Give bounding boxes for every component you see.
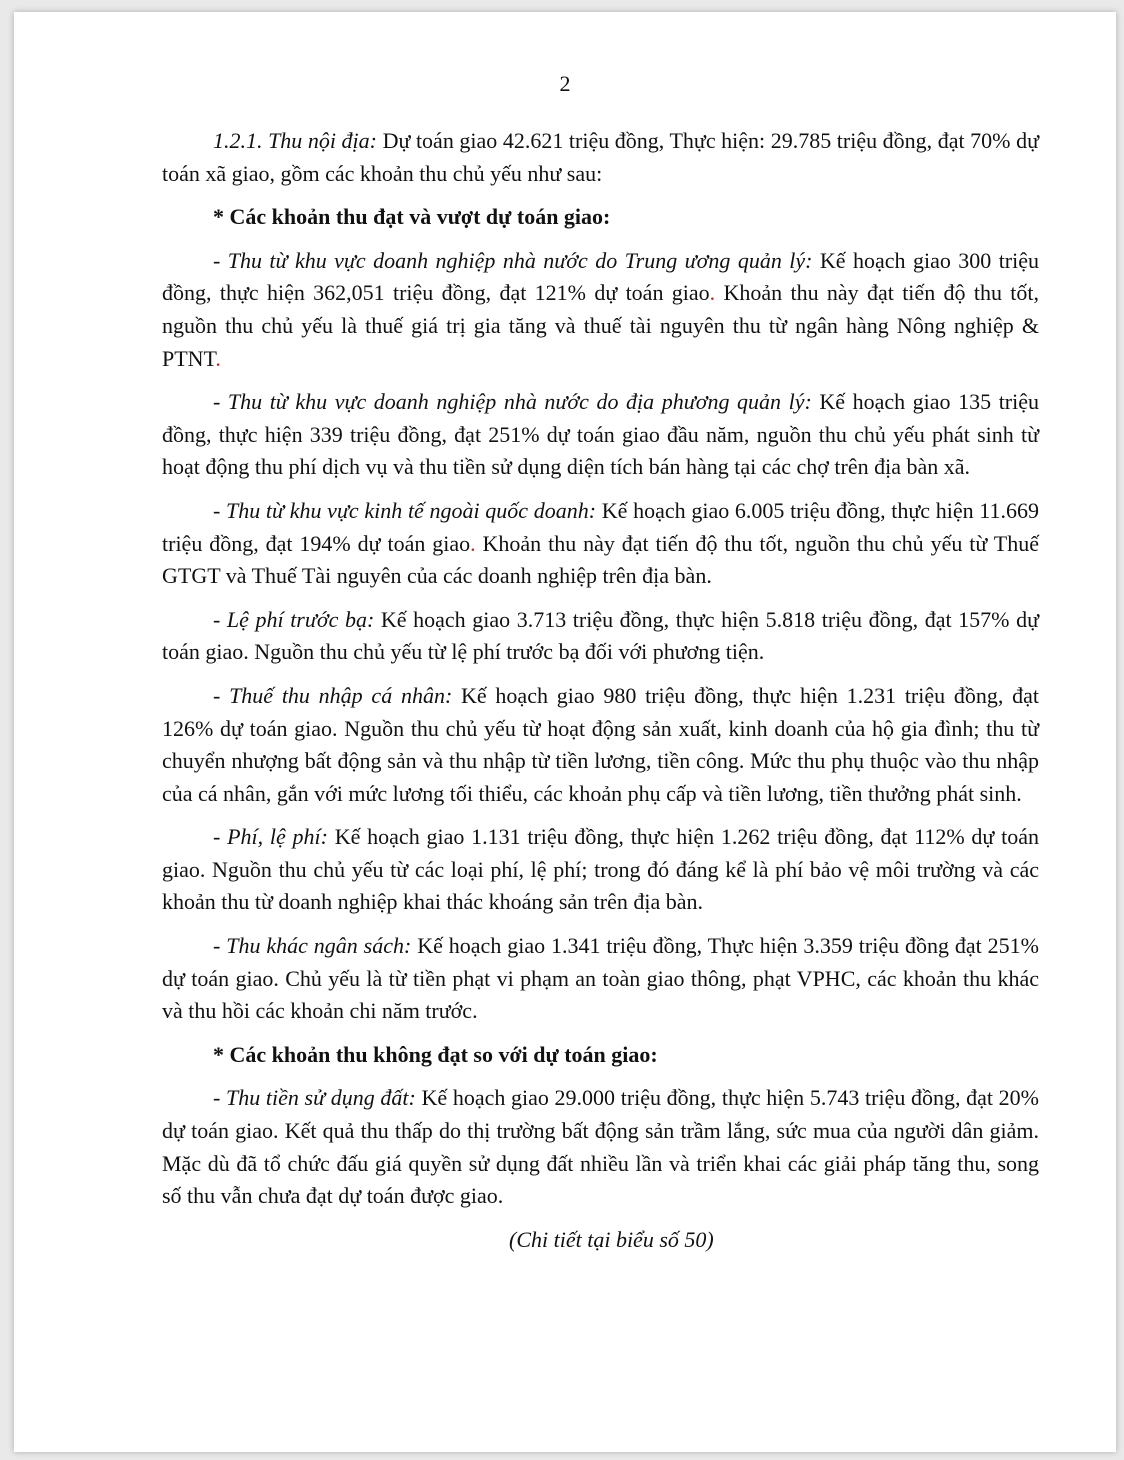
red-dot: . xyxy=(215,345,221,371)
item-text: Kế hoạch giao 1.341 triệu đồng, Thực hiện 3.359 triệu đồng đạt 251% dự toán giao. Chủ yếu là từ tiền phạt vi phạm an toàn giao thông, phạt VPHC, các khoản thu khác và thu hồi các khoản chi năm trước. xyxy=(162,933,1040,1024)
item-local-soe xyxy=(162,386,1039,484)
intro-label: 1.2.1. Thu nội địa: xyxy=(213,128,377,153)
item-non-state xyxy=(162,495,1039,593)
item-label: - Thu từ khu vực doanh nghiệp nhà nước do địa phương quản lý: xyxy=(213,389,812,415)
item-label: - Thu từ khu vực doanh nghiệp nhà nước do Trung ương quản lý: xyxy=(213,247,813,273)
item-personal-income-tax xyxy=(162,680,1039,810)
item-text: Kế hoạch giao 3.713 triệu đồng, thực hiện 5.818 triệu đồng, đạt 157% dự toán giao. Nguồn thu chủ yếu từ lệ phí trước bạ đối với phương tiện. xyxy=(162,606,1039,665)
red-dot: . xyxy=(470,530,476,556)
item-text: Kế hoạch giao 1.131 triệu đồng, thực hiện 1.262 triệu đồng, đạt 112% dự toán giao. Nguồn thu chủ yếu từ các loại phí, lệ phí; trong đó đáng kể là phí bảo vệ môi trường và các khoản thu từ doanh nghiệp khai thác khoáng sản trên địa bàn. xyxy=(162,824,1039,915)
item-label: - Thuế thu nhập cá nhân: xyxy=(213,682,453,708)
item-text: Kế hoạch giao 6.005 triệu đồng, thực hiện 11.669 triệu đồng, đạt 194% dự toán giao xyxy=(162,497,1039,556)
item-fees xyxy=(162,821,1039,919)
page-number: 2 xyxy=(559,71,571,96)
document-body xyxy=(162,125,1039,1256)
detail-note: (Chi tiết tại biểu số 50) xyxy=(509,1226,714,1252)
item-text: Kế hoạch giao 980 triệu đồng, thực hiện 1.231 triệu đồng, đạt 126% dự toán giao. Nguồn thu chủ yếu từ hoạt động sản xuất, kinh doanh của hộ gia đình; thu từ chuyển nhượng bất động sản và thu nhập từ tiền lương, tiền công. Mức thu phụ thuộc vào thu nhập của cá nhân, gắn với mức lương tối thiểu, các khoản phụ cấp và tiền lương, tiền thưởng phát sinh. xyxy=(162,682,1040,806)
heading-missed: * Các khoản thu không đạt so với dự toán giao: xyxy=(213,1041,658,1067)
intro-text: Dự toán giao 42.621 triệu đồng, Thực hiện: 29.785 triệu đồng, đạt 70% dự toán xã giao, gồm các khoản thu chủ yếu như sau: xyxy=(162,128,1039,186)
item-label: - Thu khác ngân sách: xyxy=(213,933,412,959)
item-text: Kế hoạch giao 29.000 triệu đồng, thực hiện 5.743 triệu đồng, đạt 20% dự toán giao. Kết quả thu thấp do thị trường bất động sản trầm lắng, sức mua của người dân giảm. Mặc dù đã tổ chức đấu giá quyền sử dụng đất nhiều lần và triển khai các giải pháp tăng thu, song số thu vẫn chưa đạt dự toán được giao. xyxy=(162,1085,1039,1209)
intro-paragraph xyxy=(162,125,1039,190)
heading-exceeded: * Các khoản thu đạt và vượt dự toán giao: xyxy=(213,204,611,230)
red-dot: . xyxy=(709,280,716,306)
item-other-revenue xyxy=(162,930,1039,1028)
item-label: - Phí, lệ phí: xyxy=(213,824,328,850)
item-land-use xyxy=(162,1082,1039,1212)
document-page xyxy=(14,12,1116,1452)
item-central-soe xyxy=(162,245,1039,375)
item-registration-fee xyxy=(162,604,1039,669)
item-text: Khoản thu này đạt tiến độ thu tốt, nguồn thu chủ yếu là thuế giá trị gia tăng và thuế tài nguyên thu từ ngân hàng Nông nghiệp & PTNT xyxy=(162,280,1040,371)
item-text: Khoản thu này đạt tiến độ thu tốt, nguồn thu chủ yếu từ Thuế GTGT và Thuế Tài nguyên của các doanh nghiệp trên địa bàn. xyxy=(162,530,1039,589)
item-label: - Lệ phí trước bạ: xyxy=(213,606,375,632)
item-label: - Thu từ khu vực kinh tế ngoài quốc doanh: xyxy=(213,497,597,523)
item-label: - Thu tiền sử dụng đất: xyxy=(213,1085,416,1111)
item-text: Kế hoạch giao 300 triệu đồng, thực hiện 362,051 triệu đồng, đạt 121% dự toán giao xyxy=(162,247,1040,306)
item-text: Kế hoạch giao 135 triệu đồng, thực hiện 339 triệu đồng, đạt 251% dự toán giao đầu năm, nguồn thu chủ yếu phát sinh từ hoạt động thu phí dịch vụ và thu tiền sử dụng diện tích bán hàng tại các chợ trên địa bàn xã. xyxy=(162,389,1040,480)
